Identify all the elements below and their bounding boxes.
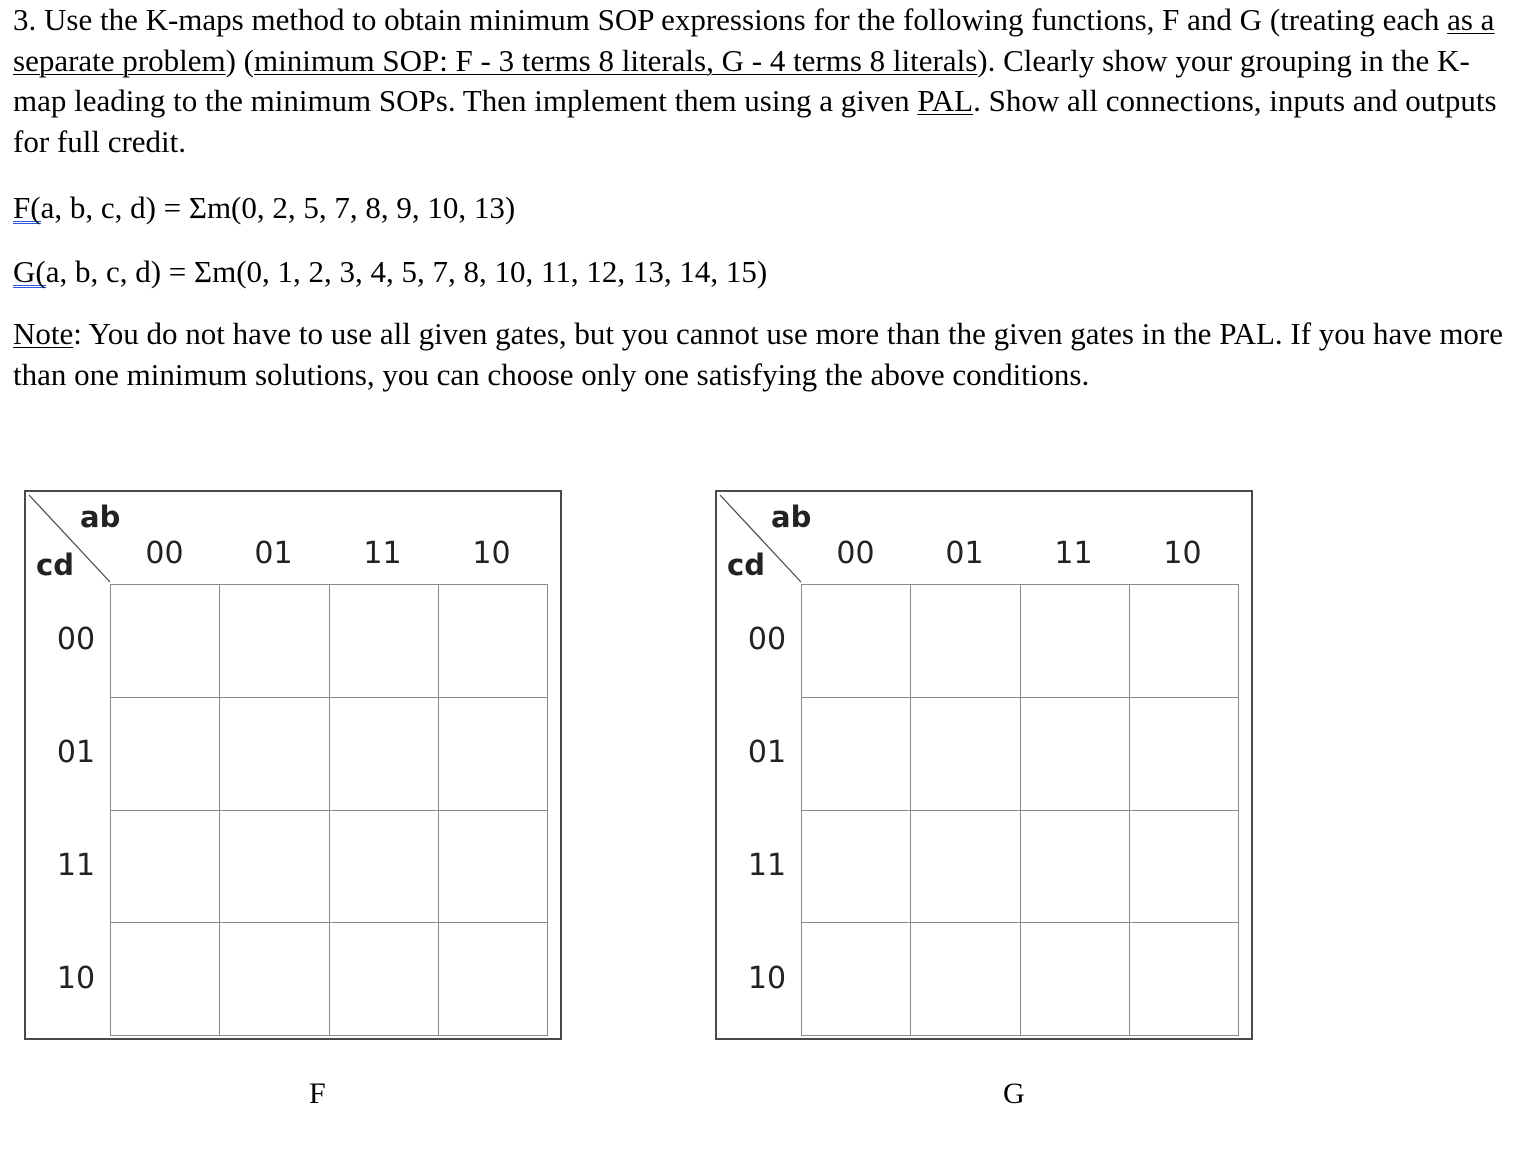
kmap-cell[interactable] (802, 698, 911, 811)
kmap-cell[interactable] (1021, 923, 1130, 1036)
kmap-cell[interactable] (911, 698, 1020, 811)
equation-f (13, 188, 515, 229)
kmap-var-side: cd (36, 548, 74, 582)
kmap-cell[interactable] (1021, 811, 1130, 924)
kmap-col-header: 00 (145, 536, 184, 571)
kmap-row-header: 00 (747, 622, 787, 657)
kmap-cell[interactable] (1021, 585, 1130, 698)
kmap-cell[interactable] (1021, 698, 1130, 811)
kmap-g (715, 490, 1253, 1040)
question-text-2: ) ( (225, 42, 255, 78)
question-text-1: 3. Use the K-maps method to obtain minimum SOP expressions for the following functions, F and G (treating each (13, 2, 1448, 37)
note-label: Note (13, 316, 74, 351)
kmap-cell[interactable] (111, 811, 220, 924)
kmap-col-header: 01 (945, 536, 984, 571)
kmap-var-top: ab (80, 500, 121, 534)
equation-f-name: F( (13, 190, 41, 225)
question-underline-1: as a separate problem (13, 2, 1495, 78)
kmap-cell[interactable] (220, 698, 329, 811)
kmap-cell[interactable] (1130, 811, 1239, 924)
kmap-grid (801, 584, 1239, 1036)
kmap-cell[interactable] (1130, 923, 1239, 1036)
kmap-cell[interactable] (439, 923, 548, 1036)
kmap-cell[interactable] (111, 923, 220, 1036)
kmap-col-header: 11 (1054, 536, 1093, 571)
kmap-cell[interactable] (911, 923, 1020, 1036)
kmap-cell[interactable] (439, 811, 548, 924)
kmap-cell[interactable] (911, 811, 1020, 924)
kmap-cell[interactable] (330, 811, 439, 924)
note-text: : You do not have to use all given gates, but you cannot use more than the given gates in the PAL. If you have more than one minimum solutions, you can choose only one satisfying the above conditions. (13, 316, 1504, 392)
kmap-caption-g: G (1003, 1077, 1025, 1110)
kmap-cell[interactable] (439, 585, 548, 698)
kmap-col-header: 11 (363, 536, 402, 571)
equation-g (13, 252, 767, 293)
kmap-row-header: 01 (56, 735, 96, 770)
kmap-cell[interactable] (330, 585, 439, 698)
question-underline-3: PAL (917, 83, 974, 118)
kmap-cell[interactable] (111, 585, 220, 698)
question-underline-2: minimum SOP: F - 3 terms 8 literals, G - 4 terms 8 literals (254, 42, 978, 78)
kmap-cell[interactable] (220, 923, 329, 1036)
note-paragraph (13, 314, 1508, 395)
kmap-cell[interactable] (330, 923, 439, 1036)
kmap-cell[interactable] (911, 585, 1020, 698)
kmap-grid (110, 584, 548, 1036)
kmap-row-header: 00 (56, 622, 96, 657)
equation-g-expr: a, b, c, d) = Σm(0, 1, 2, 3, 4, 5, 7, 8, 10, 11, 12, 13, 14, 15) (45, 254, 768, 289)
kmap-cell[interactable] (802, 811, 911, 924)
kmap-col-header: 10 (1163, 536, 1202, 571)
kmap-cell[interactable] (220, 585, 329, 698)
kmap-cell[interactable] (802, 923, 911, 1036)
equation-f-expr: a, b, c, d) = Σm(0, 2, 5, 7, 8, 9, 10, 13) (40, 190, 516, 225)
kmap-row-header: 11 (56, 848, 96, 883)
kmap-caption-f: F (309, 1077, 326, 1110)
kmap-cell[interactable] (220, 811, 329, 924)
kmap-row-header: 11 (747, 848, 787, 883)
kmap-f (24, 490, 562, 1040)
kmap-cell[interactable] (111, 698, 220, 811)
kmap-row-header: 10 (56, 961, 96, 996)
kmap-row-header: 10 (747, 961, 787, 996)
question-paragraph (13, 0, 1508, 162)
kmap-var-side: cd (727, 548, 765, 582)
kmap-cell[interactable] (1130, 698, 1239, 811)
kmap-col-header: 01 (254, 536, 293, 571)
kmap-var-top: ab (771, 500, 812, 534)
kmap-cell[interactable] (439, 698, 548, 811)
kmap-col-header: 10 (472, 536, 511, 571)
question-text-4: . Show all connections, inputs and outputs for full credit. (13, 83, 1497, 159)
kmap-col-header: 00 (836, 536, 875, 571)
kmap-cell[interactable] (330, 698, 439, 811)
kmap-cell[interactable] (1130, 585, 1239, 698)
kmap-row-header: 01 (747, 735, 787, 770)
question-text-3: ). Clearly show your grouping in the K-map leading to the minimum SOPs. Then implement them using a given (13, 42, 1470, 118)
kmap-cell[interactable] (802, 585, 911, 698)
equation-g-name: G( (13, 254, 46, 289)
